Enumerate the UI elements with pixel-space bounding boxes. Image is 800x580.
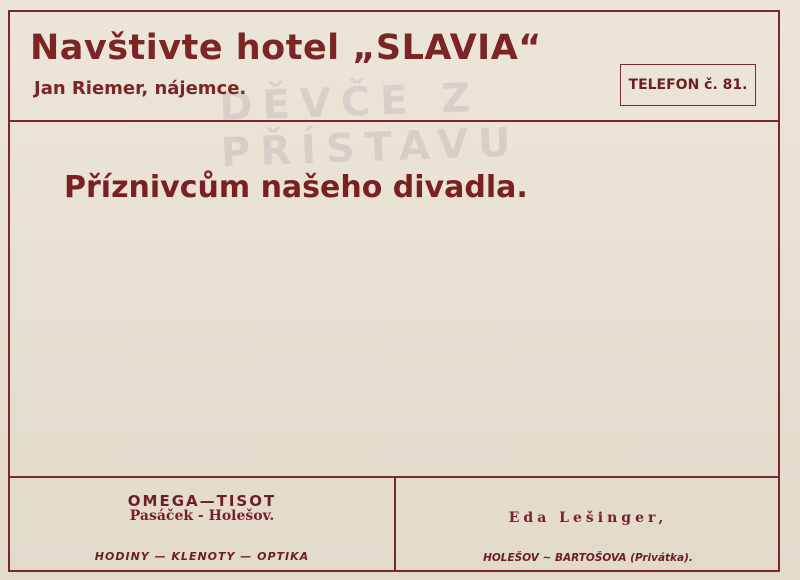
phone-number: TELEFON č. 81. xyxy=(628,77,748,93)
bleed-through-text: DĚVČE Z PŘÍSTAVU xyxy=(218,75,522,177)
header-divider xyxy=(8,120,780,122)
body-line xyxy=(64,293,736,328)
body-line xyxy=(64,259,736,294)
jeweler-brand: OMEGA—TISOT xyxy=(127,492,277,510)
painter-advertisement xyxy=(396,478,780,572)
painter-address: HOLEŠOV ~ BARTOŠOVA (Privátka). xyxy=(483,552,693,564)
jeweler-name: Pasáček - Holešov. xyxy=(129,508,275,524)
tenant-name: Jan Riemer, nájemce. xyxy=(34,78,247,99)
body-line xyxy=(64,224,736,259)
jeweler-services: HODINY — KLENOTY — OPTIKA xyxy=(94,550,310,563)
jeweler-advertisement xyxy=(10,478,394,572)
page-heading: Příznivcům našeho divadla. xyxy=(64,170,528,205)
body-line xyxy=(64,328,736,363)
hotel-title: Navštivte hotel „SLAVIA“ xyxy=(30,28,542,68)
painter-name: Eda Lešinger, xyxy=(508,510,668,526)
hotel-advertisement xyxy=(10,12,778,122)
letter-body xyxy=(64,224,736,466)
phone-box xyxy=(620,64,756,106)
body-line xyxy=(64,362,736,397)
body-line xyxy=(64,397,736,432)
body-line xyxy=(64,432,736,467)
